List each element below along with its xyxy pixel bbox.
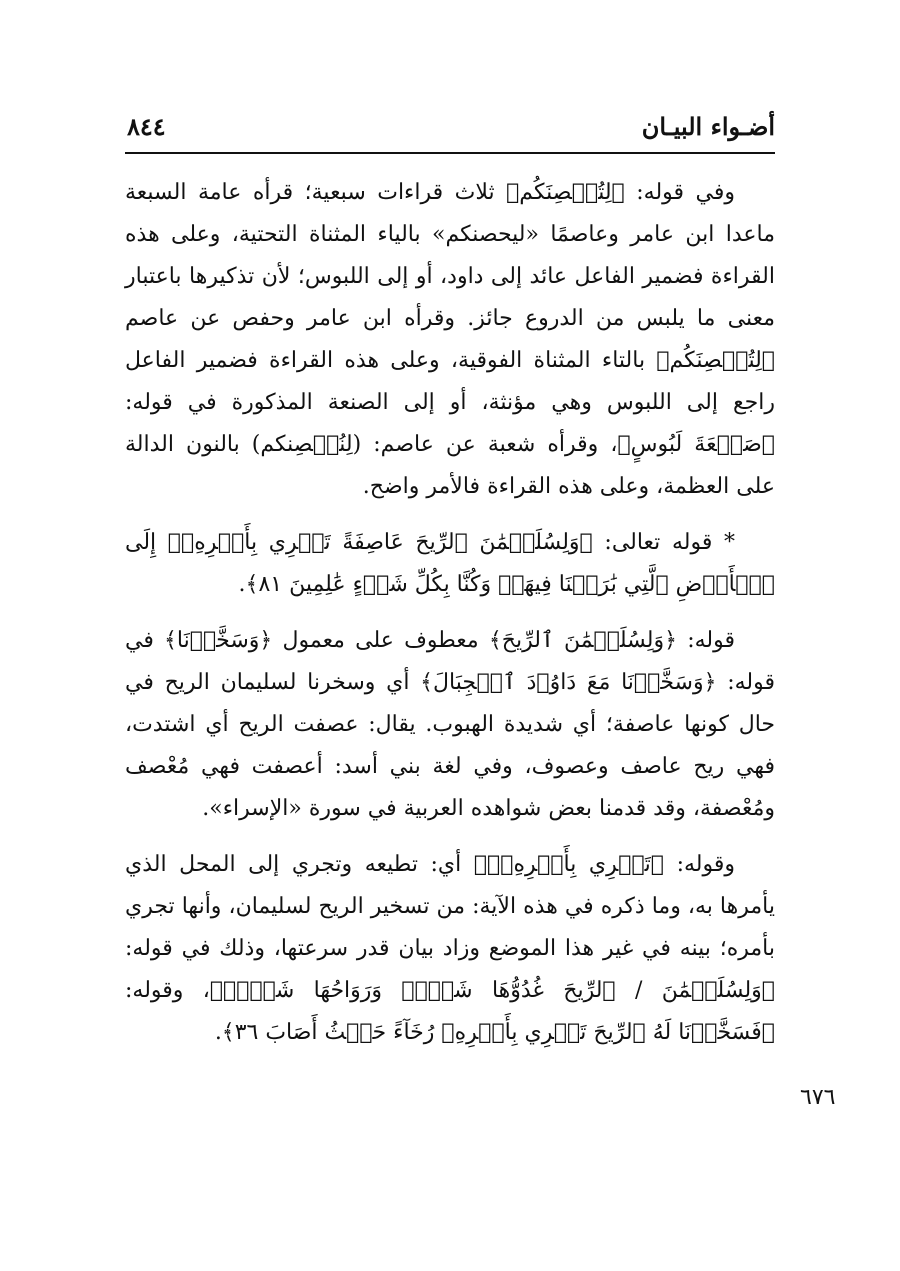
paragraph: وفي قوله: ﴿لِتُحۡصِنَكُم﴾ ثلاث قراءات سبعية؛ قرأه عامة السبعة ماعدا ابن عامر وعاصمًا «ليحصنكم» بالياء المثناة التحتية، وعلى هذه القراءة فضمير الفاعل عائد إلى داود، أو إلى اللبوس؛ لأن تذكيرها باعتبار معنى ما يلبس من الدروع جائز. وقرأه ابن عامر وحفص عن عاصم ﴿لِتُحۡصِنَكُم﴾ بالتاء المثناة الفوقية، وعلى هذه القراءة فضمير الفاعل راجع إلى اللبوس وهي مؤنثة، أو إلى الصنعة المذكورة في قوله: ﴿صَنۡعَةَ لَبُوسٍ﴾، وقرأه شعبة عن عاصم: (لِنُحۡصِنكم) بالنون الدالة على العظمة، وعلى هذه القراءة فالأمر واضح. <box>125 180 775 499</box>
page-header <box>125 110 775 152</box>
paragraph: * قوله تعالى: ﴿وَلِسُلَيۡمَٰنَ ٱلرِّيحَ عَاصِفَةً تَجۡرِي بِأَمۡرِهِۦٓ إِلَى ٱلۡأَرۡضِ ٱلَّتِي بَٰرَكۡنَا فِيهَاۚ وَكُنَّا بِكُلِّ شَيۡءٍ عَٰلِمِينَ ٨١﴾. <box>125 530 775 597</box>
margin-page-number: ٦٧٦ <box>800 1085 836 1110</box>
page-number: ٨٤٤ <box>127 112 166 141</box>
body-text <box>125 172 775 1054</box>
running-title: أضـواء البيـان <box>641 112 775 141</box>
header-rule <box>125 152 775 154</box>
paragraph: وقوله: ﴿تَجۡرِي بِأَمۡرِهِۦٓ﴾ أي: تطيعه وتجري إلى المحل الذي يأمرها به، وما ذكره في هذه الآية: من تسخير الريح لسليمان، وأنها تجري بأمره؛ بينه في غير هذا الموضع وزاد بيان قدر سرعتها، وذلك في قوله: ﴿وَلِسُلَيۡمَٰنَ / ٱلرِّيحَ غُدُوُّهَا شَهۡرٞ وَرَوَاحُهَا شَهۡرٞ﴾، وقوله: ﴿فَسَخَّرۡنَا لَهُ ٱلرِّيحَ تَجۡرِي بِأَمۡرِهِۦ رُخَآءً حَيۡثُ أَصَابَ ٣٦﴾. <box>125 852 775 1045</box>
paragraph: قوله: ﴿وَلِسُلَيۡمَٰنَ ٱلرِّيحَ﴾ معطوف على معمول ﴿وَسَخَّرۡنَا﴾ في قوله: ﴿وَسَخَّرۡنَا مَعَ دَاوُۥدَ ٱلۡجِبَالَ﴾ أي وسخرنا لسليمان الريح في حال كونها عاصفة؛ أي شديدة الهبوب. يقال: عصفت الريح أي اشتدت، فهي ريح عاصف وعصوف، وفي لغة بني أسد: أعصفت فهي مُعْصف ومُعْصفة، وقد قدمنا بعض شواهده العربية في سورة «الإسراء». <box>125 628 775 821</box>
